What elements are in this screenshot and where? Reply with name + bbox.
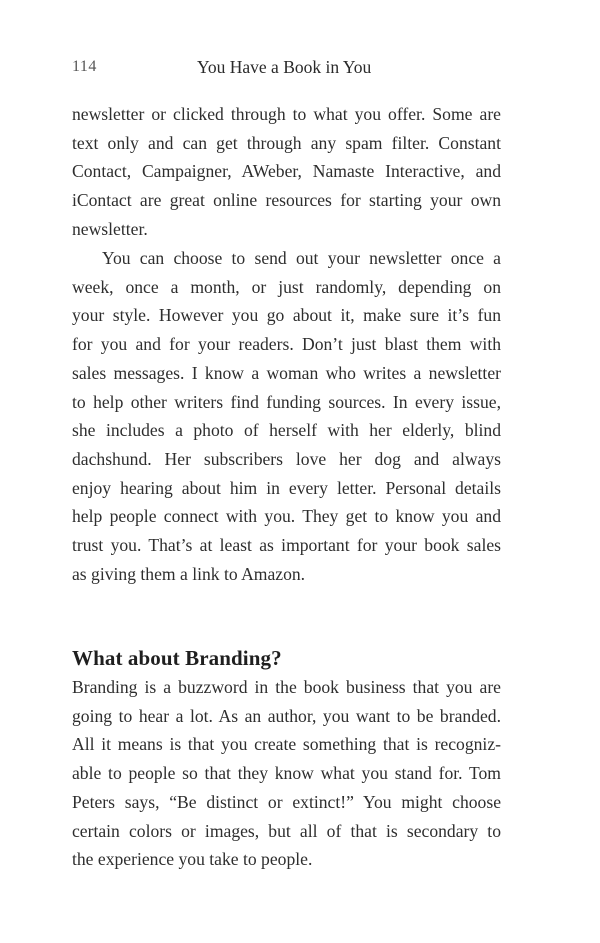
text-line: enjoy hearing about him in every letter. Personal details: [72, 477, 501, 498]
text-line: trust you. That’s at least as important for your book sales: [72, 535, 501, 556]
text-line: text only and can get through any spam filter. Constant: [72, 132, 501, 153]
paragraph-branding: [72, 673, 501, 874]
text-line: Contact, Campaigner, AWeber, Namaste Interactive, and: [72, 161, 501, 182]
text-line: for you and for your readers. Don’t just blast them with: [72, 334, 501, 355]
text-line: to help other writers find funding sources. In every issue,: [72, 391, 501, 412]
text-line: All it means is that you create something that is recogniz-: [72, 734, 501, 755]
text-line: dachshund. Her subscribers love her dog and always: [72, 448, 501, 469]
text-line: help people connect with you. They get to know you and: [72, 506, 501, 527]
text-line: week, once a month, or just randomly, depending on: [72, 276, 501, 297]
text-line: Peters says, “Be distinct or extinct!” You might choose: [72, 791, 501, 812]
paragraph-newsletter-resources: [72, 100, 501, 244]
text-line: certain colors or images, but all of that is secondary to: [72, 820, 501, 841]
text-line: she includes a photo of herself with her elderly, blind: [72, 420, 501, 441]
paragraph-newsletter-frequency: [72, 244, 501, 588]
text-line: going to hear a lot. As an author, you want to be branded.: [72, 705, 501, 726]
text-line: the experience you take to people.: [72, 849, 313, 870]
text-line: able to people so that they know what you stand for. Tom: [72, 763, 501, 784]
book-title: You Have a Book in You: [197, 57, 372, 77]
page-number: 114: [72, 58, 97, 75]
section-heading: What about Branding?: [72, 646, 282, 670]
text-line: newsletter or clicked through to what you offer. Some are: [72, 104, 501, 124]
text-line: as giving them a link to Amazon.: [72, 563, 306, 584]
text-line: Branding is a buzzword in the book business that you are: [72, 677, 501, 697]
text-line: newsletter.: [72, 218, 148, 239]
text-line: your style. However you go about it, make sure it’s fun: [72, 305, 501, 326]
running-header: [72, 55, 500, 79]
text-line: You can choose to send out your newsletter once a: [102, 248, 501, 268]
text-line: sales messages. I know a woman who writes a newsletter: [72, 362, 501, 383]
text-line: iContact are great online resources for starting your own: [72, 190, 501, 211]
